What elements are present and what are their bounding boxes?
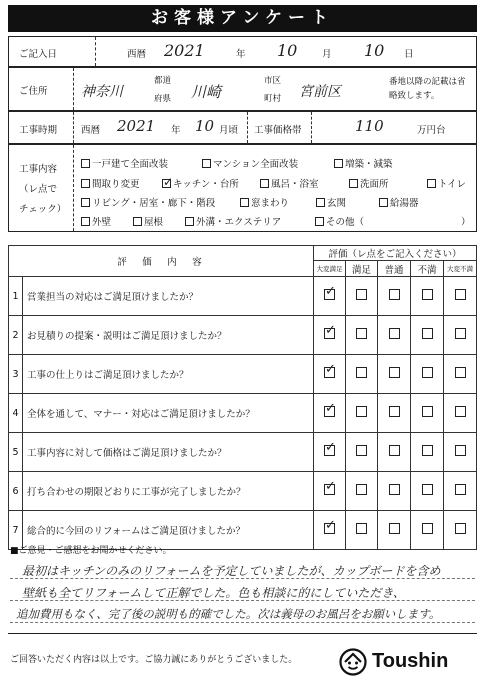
rating-checkbox[interactable] <box>455 406 466 417</box>
option-toilet[interactable]: トイレ <box>427 176 466 190</box>
option-other-close: ） <box>461 217 471 228</box>
rating-checkbox[interactable] <box>455 289 466 300</box>
brand-logo <box>338 646 478 678</box>
rating-checkbox-checked[interactable] <box>324 445 335 456</box>
eval-number: 4 <box>9 394 23 433</box>
eval-question: 営業担当の対応はご満足頂けましたか？ <box>23 277 314 316</box>
comment-line <box>10 622 475 623</box>
rating-checkbox-checked[interactable] <box>324 484 335 495</box>
eval-row <box>9 355 477 394</box>
option-entrance[interactable]: 玄関 <box>316 195 346 209</box>
rating-checkbox-checked[interactable] <box>324 289 335 300</box>
eval-question: お見積りの提案・説明はご満足頂けましたか？ <box>23 316 314 355</box>
rating-checkbox[interactable] <box>389 289 400 300</box>
rating-checkbox[interactable] <box>389 484 400 495</box>
checkbox[interactable] <box>349 179 358 188</box>
entry-month-unit: 月 <box>322 49 332 60</box>
work-era: 西暦 <box>81 125 101 136</box>
option-bath[interactable]: 風呂・浴室 <box>260 176 319 190</box>
content-label-2: （レ点で <box>19 184 58 195</box>
rating-checkbox[interactable] <box>356 328 367 339</box>
rating-checkbox[interactable] <box>389 523 400 534</box>
option-roof[interactable]: 屋根 <box>133 214 163 228</box>
entry-era: 西暦 <box>127 49 147 60</box>
divider <box>8 633 477 634</box>
option-full-house[interactable]: 一戸建て全面改装 <box>81 156 168 170</box>
eval-number: 1 <box>9 277 23 316</box>
checkbox[interactable] <box>316 198 325 207</box>
rating-checkbox[interactable] <box>356 406 367 417</box>
rating-checkbox[interactable] <box>455 367 466 378</box>
rating-checkbox[interactable] <box>455 328 466 339</box>
rating-checkbox[interactable] <box>356 484 367 495</box>
divider <box>73 68 74 110</box>
option-water-heater[interactable]: 給湯器 <box>379 195 419 209</box>
option-extension[interactable]: 増築・減築 <box>334 156 393 170</box>
price-label: 工事価格帯 <box>254 125 302 136</box>
entry-date-label: ご記入日 <box>19 49 58 60</box>
address-prefecture: 神奈川 <box>81 84 123 100</box>
rating-checkbox[interactable] <box>389 367 400 378</box>
option-washroom[interactable]: 洗面所 <box>349 176 389 190</box>
scale-dissatisfied: 不満 <box>411 261 444 277</box>
house-face-icon <box>338 646 368 676</box>
work-month: 10 <box>195 117 215 135</box>
divider <box>247 112 248 143</box>
rating-checkbox[interactable] <box>356 523 367 534</box>
rating-checkbox[interactable] <box>389 406 400 417</box>
rating-checkbox-checked[interactable] <box>324 406 335 417</box>
eval-item-header: 評 価 内 容 <box>9 246 314 277</box>
address-city: 川崎 <box>191 83 222 101</box>
entry-year-unit: 年 <box>236 49 246 60</box>
pref-suffix-2: 府県 <box>154 94 172 104</box>
work-year: 2021 <box>117 117 156 135</box>
content-label-1: 工事内容 <box>19 164 58 175</box>
footer-note: ご回答いただく内容は以上です。ご協力誠にありがとうございました。 <box>10 655 298 665</box>
rating-checkbox[interactable] <box>389 445 400 456</box>
address-note: 番地以降の記載は省略致します。 <box>389 77 466 101</box>
eval-question: 総合的に今回のリフォームはご満足頂けましたか？ <box>23 511 314 550</box>
eval-row <box>9 433 477 472</box>
rating-checkbox[interactable] <box>389 328 400 339</box>
option-exterior[interactable]: 外溝・エクステリア <box>185 214 281 228</box>
work-year-unit: 年 <box>171 125 181 136</box>
eval-row <box>9 394 477 433</box>
eval-question: 工事内容に対して価格はご満足頂けましたか？ <box>23 433 314 472</box>
eval-number: 5 <box>9 433 23 472</box>
rating-checkbox[interactable] <box>356 289 367 300</box>
eval-question: 打ち合わせの期限どおりに工事が完了しましたか？ <box>23 472 314 511</box>
checkbox[interactable] <box>81 198 90 207</box>
comment-text-line: 壁紙も全てリフォームして正解でした。色も相談に的にしていただき、 <box>22 586 405 600</box>
eval-question: 工事の仕上りはご満足頂けましたか？ <box>23 355 314 394</box>
eval-question: 全体を通して、マナー・対応はご満足頂けましたか？ <box>23 394 314 433</box>
eval-number: 3 <box>9 355 23 394</box>
rating-checkbox-checked[interactable] <box>324 367 335 378</box>
work-content-row <box>8 144 477 232</box>
scale-neutral: 普通 <box>378 261 411 277</box>
option-kitchen[interactable]: ✓ キッチン・台所 <box>162 176 239 190</box>
option-other[interactable]: その他（ <box>315 214 364 228</box>
scale-very-satisfied: 大変満足 <box>314 261 346 277</box>
divider <box>95 37 96 66</box>
rating-checkbox[interactable] <box>455 484 466 495</box>
entry-day-unit: 日 <box>404 49 414 60</box>
option-living[interactable]: リビング・居室・廊下・階段 <box>81 195 215 209</box>
checkbox[interactable] <box>240 198 249 207</box>
divider <box>73 112 74 143</box>
checkbox[interactable] <box>427 179 436 188</box>
scale-satisfied: 満足 <box>346 261 378 277</box>
comment-text-line: 追加費用もなく、完了後の説明も的確でした。次は義母のお風呂をお願いします。 <box>16 607 441 621</box>
checkbox[interactable] <box>315 217 324 226</box>
rating-checkbox[interactable] <box>422 484 433 495</box>
entry-year: 2021 <box>164 41 205 60</box>
option-layout[interactable]: 間取り変更 <box>81 176 140 190</box>
rating-checkbox[interactable] <box>422 523 433 534</box>
option-full-mansion[interactable]: マンション全面改装 <box>202 156 298 170</box>
checkbox-checked[interactable] <box>162 179 171 188</box>
eval-number: 6 <box>9 472 23 511</box>
work-month-unit: 月頃 <box>219 125 239 136</box>
address-label: ご住所 <box>19 86 48 97</box>
rating-checkbox[interactable] <box>422 289 433 300</box>
rating-checkbox[interactable] <box>422 406 433 417</box>
work-period-row <box>8 111 477 144</box>
rating-checkbox-checked[interactable] <box>324 328 335 339</box>
content-label-3: チェック） <box>19 204 67 215</box>
checkbox[interactable] <box>81 159 90 168</box>
brand-name: Toushin <box>372 650 449 672</box>
rating-checkbox[interactable] <box>422 367 433 378</box>
option-window[interactable]: 窓まわり <box>240 195 289 209</box>
eval-number: 2 <box>9 316 23 355</box>
rating-checkbox[interactable] <box>455 523 466 534</box>
scale-very-dissatisfied: 大変不満 <box>444 261 477 277</box>
entry-day: 10 <box>364 41 385 60</box>
city-suffix-1: 市区 <box>264 76 282 86</box>
pref-suffix-1: 都道 <box>154 76 172 86</box>
work-period-label: 工事時期 <box>19 125 58 136</box>
city-suffix-2: 町村 <box>264 94 282 104</box>
entry-month: 10 <box>277 41 298 60</box>
rating-checkbox[interactable] <box>422 328 433 339</box>
checkbox[interactable] <box>185 217 194 226</box>
price-unit: 万円台 <box>417 125 446 136</box>
comment-text-line: 最初はキッチンのみのリフォームを予定していましたが、カップボードを含め <box>22 564 441 578</box>
checkbox[interactable] <box>202 159 211 168</box>
checkbox[interactable] <box>81 217 90 226</box>
entry-date-row <box>8 36 477 67</box>
divider <box>311 112 312 143</box>
rating-checkbox[interactable] <box>356 367 367 378</box>
option-exterior-wall[interactable]: 外壁 <box>81 214 111 228</box>
checkbox[interactable] <box>133 217 142 226</box>
page-title: お客様アンケート <box>8 5 477 32</box>
rating-checkbox[interactable] <box>356 445 367 456</box>
evaluation-table <box>8 245 477 550</box>
eval-number: 7 <box>9 511 23 550</box>
eval-row <box>9 277 477 316</box>
address-district: 宮前区 <box>299 84 341 100</box>
eval-row <box>9 316 477 355</box>
rating-checkbox-checked[interactable] <box>324 523 335 534</box>
rating-checkbox[interactable] <box>422 445 433 456</box>
address-row <box>8 67 477 111</box>
price-value: 110 <box>355 117 384 135</box>
comments-label: ■ご意見・ご感想をお聞かせください。 <box>10 546 172 556</box>
checkbox[interactable] <box>260 179 269 188</box>
checkbox[interactable] <box>334 159 343 168</box>
checkbox[interactable] <box>81 179 90 188</box>
divider <box>73 145 74 231</box>
rating-checkbox[interactable] <box>455 445 466 456</box>
checkbox[interactable] <box>379 198 388 207</box>
eval-row <box>9 472 477 511</box>
eval-rating-header: 評価（レ点をご記入ください） <box>314 246 477 261</box>
